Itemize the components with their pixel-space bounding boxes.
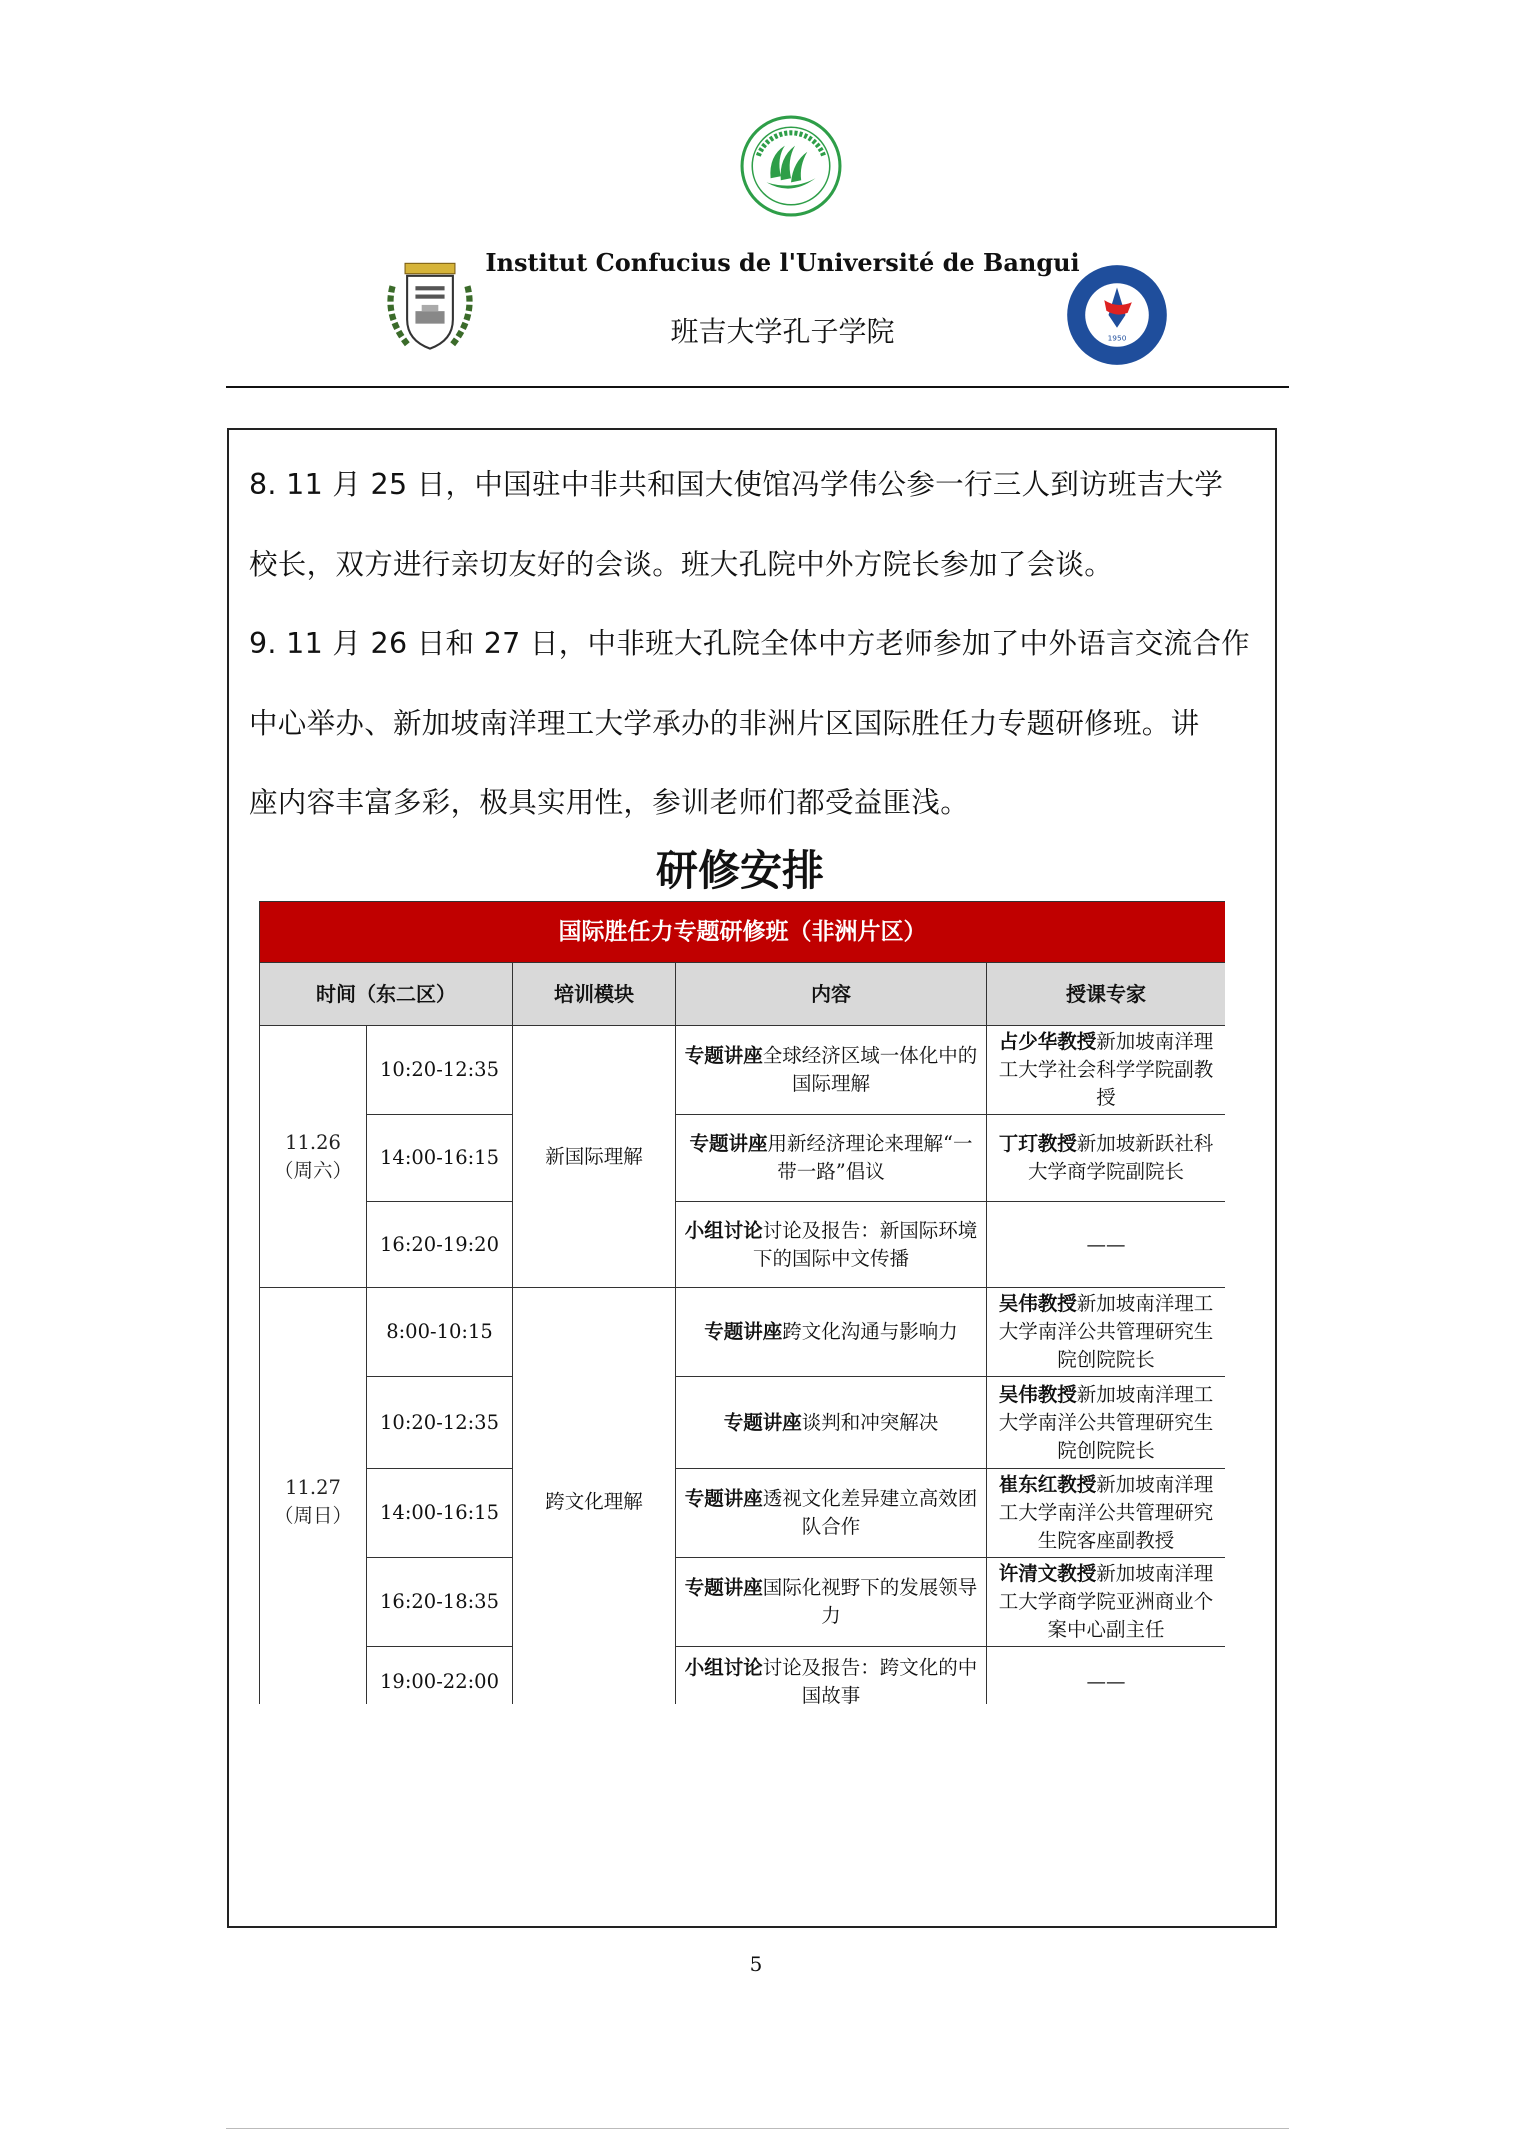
session-type: 专题讲座 [704,1320,783,1343]
session-type: 专题讲座 [684,1487,763,1510]
schedule-title: 研修安排 [655,846,824,895]
expert-cell [987,1377,1226,1469]
expert-cell [987,1558,1226,1647]
day-weekday: （周六） [273,1158,352,1182]
module-cell: 跨文化理解 [513,1288,676,1705]
expert-cell [987,1647,1226,1705]
time-slot: 16:20-19:20 [367,1202,513,1288]
session-type: 小组讨论 [684,1655,763,1679]
university-of-bangui-seal [378,255,482,359]
time-slot: 14:00-16:15 [367,1115,513,1202]
expert-cell [987,1026,1226,1115]
day-cell [260,1026,367,1288]
column-header-content: 内容 [676,963,987,1026]
session-topic: 全球经济区域一体化中的国际理解 [762,1044,978,1095]
paragraph-line: 校长，双方进行亲切友好的会谈。班大孔院中外方院长参加了会谈。 [249,548,1114,581]
content-cell [676,1558,987,1647]
session-topic: 讨论及报告：跨文化的中国故事 [762,1655,978,1704]
time-slot: 16:20-18:35 [367,1558,513,1647]
column-header-module: 培训模块 [513,963,676,1026]
day-date: 11.27 [285,1476,341,1499]
expert-title: 新加坡南洋理工大学社会科学学院副教授 [998,1030,1214,1109]
session-type: 专题讲座 [723,1410,802,1434]
paragraph-line: 中心举办、新加坡南洋理工大学承办的非洲片区国际胜任力专题研修班。讲 [249,707,1200,740]
paragraph-line: 座内容丰富多彩，极具实用性，参训老师们都受益匪浅。 [249,786,970,819]
day-date: 11.26 [285,1130,341,1154]
time-slot: 8:00-10:15 [367,1288,513,1377]
expert-title: —— [1086,1669,1126,1693]
expert-name: 吴伟教授 [998,1292,1077,1315]
session-topic: 用新经济理论来理解“一带一路”倡议 [767,1132,973,1183]
expert-title: 新加坡新跃社科大学商学院副院长 [1028,1132,1214,1183]
paragraph-line: 8. 11 月 25 日，中国驻中非共和国大使馆冯学伟公参一行三人到访班吉大学 [249,468,1224,501]
institute-name-french: Institut Confucius de l'Université de Bangui [485,248,1080,277]
time-slot: 10:20-12:35 [367,1026,513,1115]
session-topic: 跨文化沟通与影响力 [782,1320,958,1343]
confucius-institute-logo [740,115,842,217]
content-cell [676,1288,987,1377]
header-divider [226,386,1289,388]
expert-name: 许清文教授 [998,1562,1097,1585]
svg-text:1950: 1950 [1107,333,1127,343]
session-type: 专题讲座 [689,1132,768,1155]
table-row [260,1558,1226,1647]
day-weekday: （周日） [273,1504,352,1527]
table-row [260,1469,1226,1558]
paragraph-line: 9. 11 月 26 日和 27 日，中非班大孔院全体中方老师参加了中外语言交流合作 [249,627,1250,660]
session-type: 小组讨论 [684,1218,763,1242]
expert-cell [987,1288,1226,1377]
expert-title: 新加坡南洋理工大学南洋公共管理研究生院创院院长 [998,1292,1214,1371]
table-row [260,1377,1226,1469]
expert-name: 吴伟教授 [998,1382,1077,1406]
content-cell [676,1115,987,1202]
session-topic: 讨论及报告：新国际环境下的国际中文传播 [752,1218,978,1270]
expert-title: 新加坡南洋理工大学南洋公共管理研究生院客座副教授 [998,1473,1214,1552]
footer-divider [226,2128,1289,2129]
column-header-expert: 授课专家 [987,963,1226,1026]
schedule-table [259,901,1225,1704]
page-number: 5 [749,1952,763,1976]
content-cell [676,1377,987,1469]
time-slot: 10:20-12:35 [367,1377,513,1469]
schedule-banner: 国际胜任力专题研修班（非洲片区） [260,902,1226,963]
session-topic: 谈判和冲突解决 [801,1410,939,1434]
time-slot: 19:00-22:00 [367,1647,513,1705]
expert-name: 占少华教授 [998,1030,1097,1053]
expert-name: 丁玎教授 [998,1132,1077,1155]
expert-title: 新加坡南洋理工大学商学院亚洲商业个案中心副主任 [998,1562,1214,1641]
table-row [260,1115,1226,1202]
session-topic: 国际化视野下的发展领导力 [762,1576,978,1627]
expert-title: —— [1086,1232,1126,1256]
bohai-university-seal [1064,262,1170,368]
table-row [260,1288,1226,1377]
day-cell [260,1288,367,1705]
table-row [260,1647,1226,1705]
session-topic: 透视文化差异建立高效团队合作 [762,1487,978,1538]
module-cell: 新国际理解 [513,1026,676,1288]
content-cell [676,1469,987,1558]
expert-name: 崔东红教授 [998,1473,1097,1496]
content-cell [676,1202,987,1288]
content-cell [676,1026,987,1115]
expert-title: 新加坡南洋理工大学南洋公共管理研究生院创院院长 [998,1382,1214,1462]
column-header-time: 时间（东二区） [260,963,513,1026]
session-type: 专题讲座 [684,1044,763,1067]
table-row [260,1026,1226,1115]
expert-cell [987,1469,1226,1558]
institute-name-chinese: 班吉大学孔子学院 [670,315,895,348]
time-slot: 14:00-16:15 [367,1469,513,1558]
table-row [260,1202,1226,1288]
session-type: 专题讲座 [684,1576,763,1599]
content-cell [676,1647,987,1705]
expert-cell [987,1115,1226,1202]
expert-cell [987,1202,1226,1288]
